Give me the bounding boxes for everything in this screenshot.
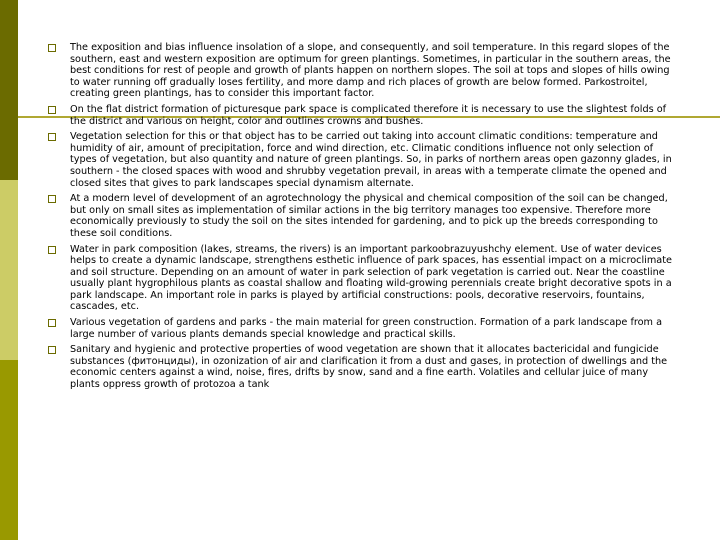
square-bullet-icon [48, 44, 56, 52]
bullet-item [48, 42, 678, 100]
square-bullet-icon [48, 133, 56, 141]
slide-body [48, 42, 678, 395]
sidebar-middle-stripe [0, 180, 18, 360]
bullet-text: Water in park composition (lakes, streams, the rivers) is an important parkoobrazuyushchy element. Use of water devices helps to create a dynamic landscape, strengthens esthetic influence of park spaces, has essential impact on a microclimate and soil structure. Depending on an amount of water in park selection of park vegetation is carried out. Near the coastline usually plant hygrophilous plants as coastal shallow and floating wild-growing perennials create bright decorative spots in a park landscape. An important role in parks is played by artificial constructions: pools, decorative reservoirs, fountains, cascades, etc. [70, 243, 673, 313]
bullet-text: Sanitary and hygienic and protective properties of wood vegetation are shown that it allocates bactericidal and fungicide substances (фитонциды), in ozonization of air and clarification it from a dust and gases, in protection of dwellings and the economic centers against a wind, noise, fires, drifts by snow, sand and a fine earth. Volatiles and cellular juice of many plants oppress growth of protozoa a tank [70, 344, 668, 391]
square-bullet-icon [48, 106, 56, 114]
bullet-item [48, 244, 678, 314]
bullet-item [48, 344, 678, 390]
square-bullet-icon [48, 246, 56, 254]
square-bullet-icon [48, 195, 56, 203]
bullet-list [48, 42, 678, 391]
bullet-text: Vegetation selection for this or that object has to be carried out taking into account climatic conditions: temperature and humidity of air, amount of precipitation, force and wind direction, etc. Climatic conditions influence not only selection of types of vegetation, but also quantity and nature of green plantings. So, in parks of northern areas open gazonny glades, in southern - the closed spaces with wood and shrubby vegetation prevail, in areas with a temperate climate the opened and closed sites that gives to park landscapes special dynamism alternate. [70, 131, 672, 189]
bullet-item [48, 104, 678, 127]
bullet-item [48, 131, 678, 189]
bullet-item [48, 193, 678, 239]
bullet-text: Various vegetation of gardens and parks - the main material for green construction. Formation of a park landscape from a large number of various plants demands special knowledge and practical skills. [70, 317, 663, 340]
sidebar-bottom-stripe [0, 360, 18, 540]
sidebar-top-stripe [0, 0, 18, 180]
bullet-text: On the flat district formation of picturesque park space is complicated therefore it is necessary to use the slightest folds of the district and various on height, color and outlines crowns and bushes. [70, 103, 667, 127]
square-bullet-icon [48, 319, 56, 327]
bullet-text: At a modern level of development of an agrotechnology the physical and chemical composition of the soil can be changed, but only on small sites as implementation of similar actions in the big territory manages too expensive. Therefore more economically previously to study the soil on the sites intended for gardening, and to pick up the breeds corresponding to these soil conditions. [70, 193, 668, 239]
square-bullet-icon [48, 346, 56, 354]
bullet-text: The exposition and bias influence insolation of a slope, and consequently, and soil temperature. In this regard slopes of the southern, east and western exposition are optimum for green plantings. Sometimes, in particular in the southern areas, the best conditions for rest of people and growth of plants happen on northern slopes. The soil at tops and slopes of hills owing to water running off gradually loses fertility, and more damp and rich places of growth are below formed. Parkostroitel, creating green plantings, has to consider this important factor. [70, 42, 671, 100]
bullet-item [48, 317, 678, 340]
